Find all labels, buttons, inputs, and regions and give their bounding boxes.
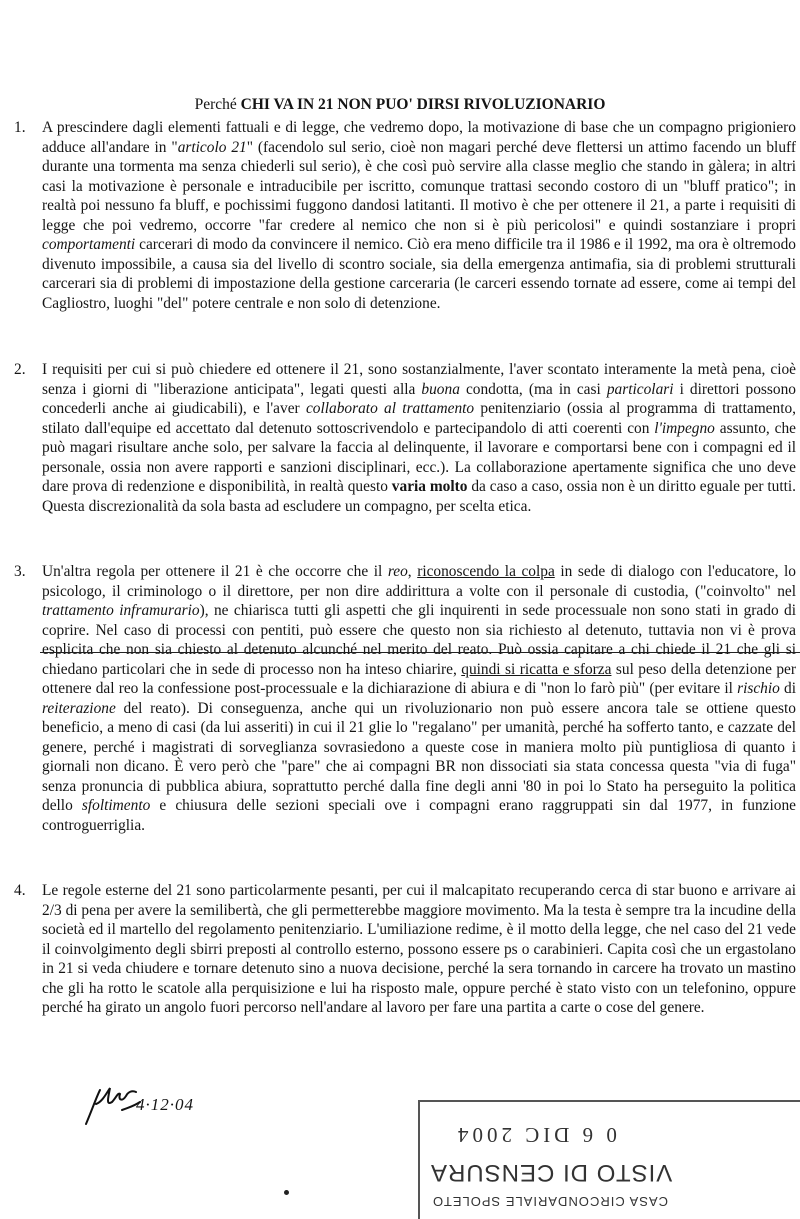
list-item-number: 2. — [14, 361, 26, 378]
text-run: l'impegno — [654, 419, 715, 437]
paragraph — [42, 118, 796, 313]
list-item-number: 3. — [14, 563, 26, 580]
text-run: buona — [421, 380, 460, 398]
document-title — [0, 96, 800, 114]
text-run: quindi si ricatta e sforza — [461, 660, 612, 678]
censorship-stamp — [418, 1100, 800, 1219]
text-run: del reato). Di conseguenza, anche qui un rivoluzionario non può essere ancora tale se ottiene questo beneficio, a meno di casi (da lui asseriti) in cui il 21 glie lo "regalano" per umanità, perché ha sofferto tanto, e cazzate del genere, perché i magistrati di sorveglianza sovrasiedono a queste cose in maniera molto più puntigliosa di quanto i giornali non dicano. È vero però che "pare" che ai compagni BR non dissociati sia stata concessa questa "via di fuga" senza pronuncia di pubblica abiura, soprattutto perché dalla fine degli anni '80 in poi lo Stato ha perseguito la politica dello — [42, 699, 796, 814]
list-item-text — [42, 360, 796, 516]
handwritten-signature — [82, 1080, 144, 1128]
text-run: di — [779, 680, 796, 697]
list-item-number: 4. — [14, 882, 26, 899]
strike-line — [40, 652, 800, 653]
paragraph — [42, 562, 796, 835]
signature-date: 4·12·04 — [136, 1095, 194, 1114]
text-run: ), ne chiarisca tutti gli aspetti che gli inquirenti in sede processuale non sono stati in grado di coprire. Nel caso di processi con pentiti, può essere che questo non sia richiesto al detenuto, tuttavia non vi è prova esplicita che non sia chiesto al detenuto alcunché nel merito del reato. Può ossia capitare a chi chiede il 21 che gli si chiedano particolari che in sede di processo non ha inteso chiarire, — [42, 602, 796, 678]
text-run: i direttori possono concederli anche ai giudicabili), e l'aver — [42, 380, 796, 417]
text-run: riconoscendo la colpa — [417, 563, 555, 580]
text-run: varia molto — [391, 478, 468, 495]
text-run: rischio — [737, 680, 780, 697]
text-run: Le regole esterne del 21 sono particolarmente pesanti, per cui il malcapitato recuperando cerca di star buono e arrivare ai 2/3 di pena per avere la semilibertà, che gli permetterebbe maggiore movimento. Ma la testa è sempre tra la incudine della società ed il martello del regolamento penitenziario. L'umiliazione redime, è il motto della legge, che nel caso del 21 vede il coinvolgimento degli sbirri preposti al controllo esterno, possono essere ps o carabinieri. Capita così che un ergastolano in 21 si veda chiudere e tornare detenuto sino a nuova decisione, perché la sera tornando in carcere ha trovato un mastino che gli ha rotto le scatole alla perquisizione e lui ha risposto male, oppure perché è stato visto con un telefonino, oppure perché ha girato un angolo fuori percorso nell'andare al lavoro per fare una partita a carte o cose del genere. — [42, 882, 796, 1016]
text-run: particolari — [606, 380, 674, 398]
text-run: sfoltimento — [81, 797, 151, 814]
text-run: sul peso della detenzione per ottenere dal reo la confessione post-processuale e la dichiarazione di abiura e di "non lo farò più" (per evitare il — [42, 660, 796, 697]
paragraph — [42, 360, 796, 516]
text-run: , — [407, 563, 418, 580]
stamp-date: 0 6 DIC 2004 — [454, 1123, 617, 1147]
paragraph — [42, 881, 796, 1018]
list-item-number: 1. — [14, 119, 26, 136]
text-run: trattamento inframurario — [42, 602, 200, 619]
text-run: assunto, che può magari risultare anche solo, per salvare la faccia al delinquente, il lavorare e comportarsi bene con i compagni ed il personale, ossia non avere rapporti e sanzioni disciplinari, ecc.). La collaborazione apertamente significa che uno deve dare prova di redenzione e disponibilità, in realtà questo — [42, 419, 796, 495]
text-run: condotta, (ma in casi — [459, 380, 607, 398]
text-run: I requisiti per cui si può chiedere ed ottenere il 21, sono sostanzialmente, l'aver scontato interamente la metà pena, cioè senza i giorni di "liberazione anticipata", legati questi alla — [42, 361, 796, 398]
text-run: da caso a caso, ossia non è un diritto eguale per tutti. Questa discrezionalità da sola basta ad escludere un compagno, per scelta etica. — [42, 478, 796, 515]
ink-dot — [284, 1190, 289, 1195]
text-run: Un'altra regola per ottenere il 21 è che occorre che il — [42, 563, 388, 580]
text-run: " (facendolo sul serio, cioè non magari perché deve flettersi un attimo facendo un bluff durante una tormenta ma senza chiederli sul serio), è che così può servire alla classe meglio che stando in gàlera; in altri casi la motivazione è personale e intraducibile per iscritto, comunque trattasi secondo costoro di un "bluff pratico"; in realtà poi nessuno fa bluff, e pochissimi fuggono dandosi latitanti. Il motivo è che per ottenere il 21, a parte i requisiti di legge che poi vedremo, occorre "far credere al nemico che non si è più pericolosi" e quindi sostanziare i propri — [42, 138, 796, 234]
text-run: collaborato al trattamento — [305, 400, 475, 417]
list-item-text — [42, 118, 796, 313]
text-run: reo — [387, 563, 408, 580]
text-run: comportamenti — [42, 236, 136, 253]
stamp-main-text: VISTO DI CENSURA — [430, 1159, 673, 1186]
text-run: penitenziario (ossia al programma di trattamento, stilato dall'equipe ed accettato dal detenuto sottoscrivendolo e partecipandolo di atti coerenti con — [42, 400, 797, 437]
text-run: articolo 21 — [177, 138, 247, 156]
text-run: e chiusura delle sezioni speciali ove i compagni erano raggruppati sin dal 1977, in funzione controguerriglia. — [42, 797, 796, 834]
text-run: reiterazione — [42, 699, 116, 717]
stamp-small-text: CASA CIRCONDARIALE SPOLETO — [432, 1194, 668, 1209]
list-item-text — [42, 881, 796, 1018]
list-item-text — [42, 562, 796, 835]
text-run: A prescindere dagli elementi fattuali e di legge, che vedremo dopo, la motivazione di base che un compagno prigioniero adduce all'andare in " — [42, 119, 796, 156]
text-run: in sede di dialogo con l'educatore, lo psicologo, il criminologo o il direttore, per non dire addirittura a volte con il personale di custodia, ("coinvolto" nel — [42, 563, 796, 600]
text-run: carcerari di modo da convincere il nemico. Ciò era meno difficile tra il 1986 e il 1992, ma ora è oltremodo divenuto impossibile, a causa sia del livello di scontro sociale, sia della emergenza antimafia, sia di problemi strutturali carcerari sia di problemi di impostazione della gestione carceraria (le carceri essendo tornate ad essere, come ai tempi del Cagliostro, luoghi "del" potere centrale e non solo di detenzione. — [42, 236, 796, 312]
title-bold: CHI VA IN 21 NON PUO' DIRSI RIVOLUZIONARIO — [240, 96, 606, 113]
title-prefix: Perché — [194, 96, 237, 113]
